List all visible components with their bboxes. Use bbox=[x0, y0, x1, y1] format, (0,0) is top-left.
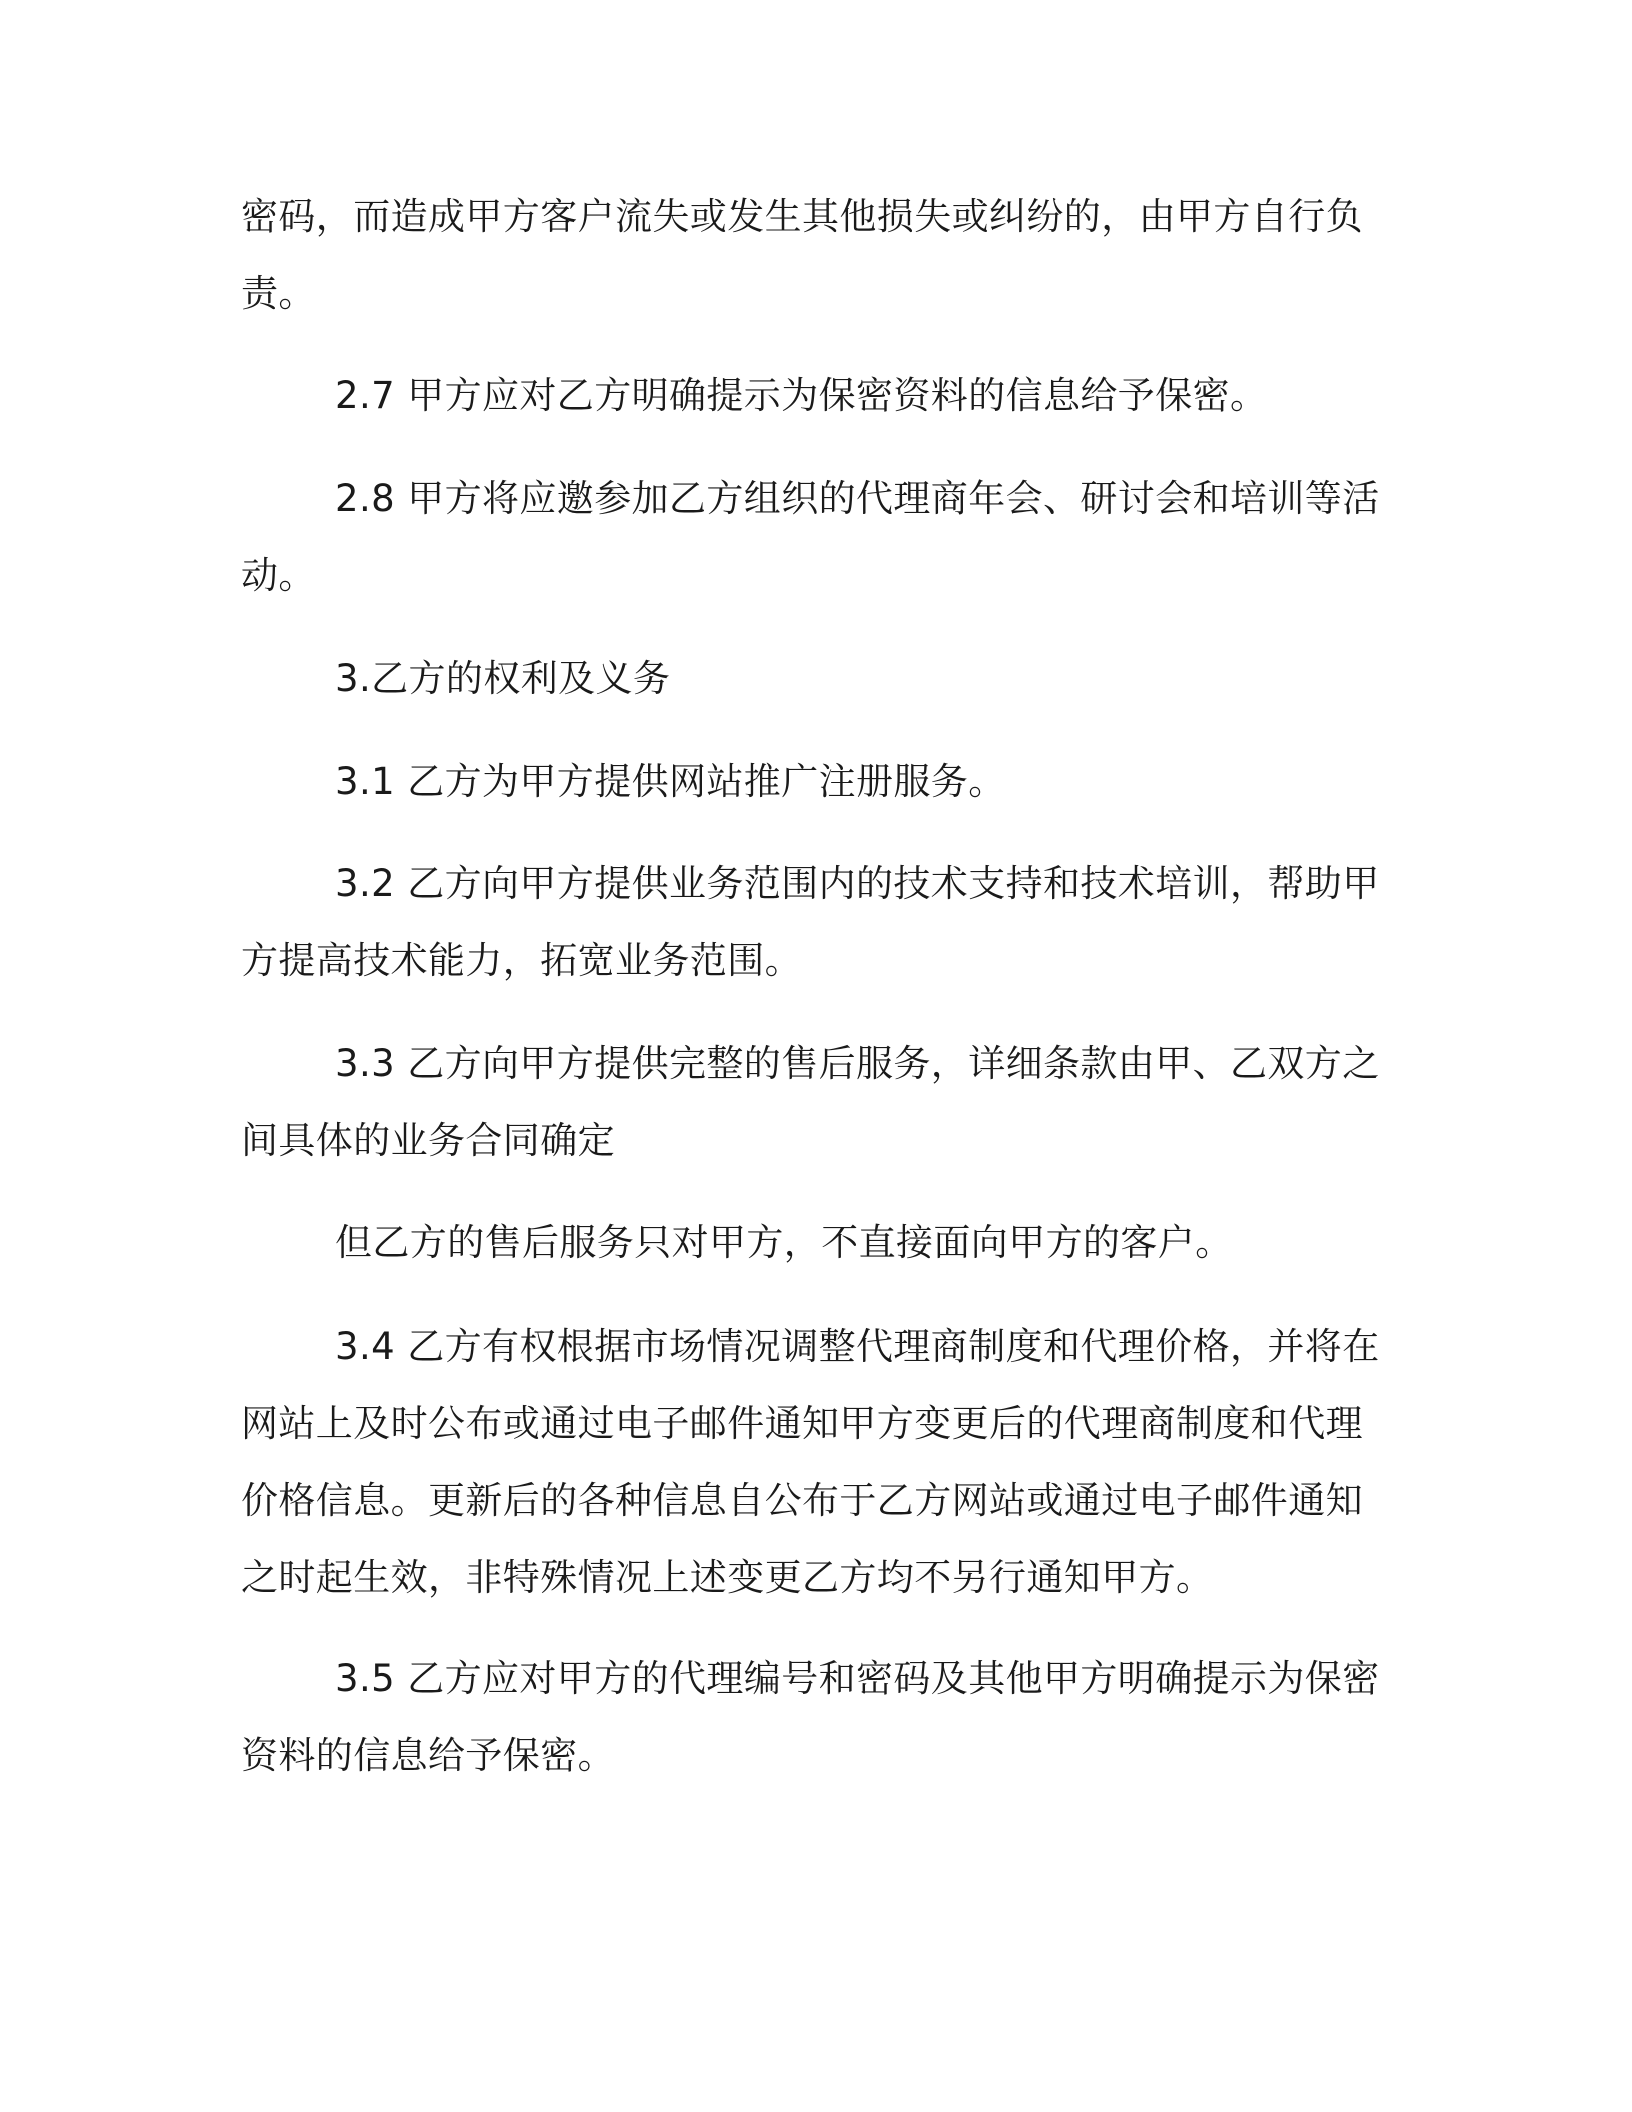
text-line: 3.2 乙方向甲方提供业务范围内的技术支持和技术培训，帮助甲 bbox=[335, 862, 1380, 905]
text-line: 3.1 乙方为甲方提供网站推广注册服务。 bbox=[335, 760, 1006, 803]
text-line: 3.5 乙方应对甲方的代理编号和密码及其他甲方明确提示为保密 bbox=[335, 1657, 1380, 1700]
text-line: 动。 bbox=[241, 554, 316, 597]
text-line: 密码，而造成甲方客户流失或发生其他损失或纠纷的，由甲方自行负 bbox=[241, 195, 1363, 238]
section-heading-3 bbox=[241, 640, 1371, 717]
text-line: 间具体的业务合同确定 bbox=[241, 1119, 615, 1162]
text-line: 但乙方的售后服务只对甲方，不直接面向甲方的客户。 bbox=[335, 1221, 1233, 1264]
paragraph-3-2 bbox=[241, 845, 1380, 999]
paragraph-3-1 bbox=[241, 743, 1371, 820]
text-line: 价格信息。更新后的各种信息自公布于乙方网站或通过电子邮件通知 bbox=[241, 1479, 1363, 1522]
text-line: 责。 bbox=[241, 272, 316, 315]
paragraph-2-6-continued bbox=[241, 178, 1371, 332]
text-line: 网站上及时公布或通过电子邮件通知甲方变更后的代理商制度和代理 bbox=[241, 1402, 1363, 1445]
text-line: 2.8 甲方将应邀参加乙方组织的代理商年会、研讨会和培训等活 bbox=[335, 477, 1380, 520]
text-line: 2.7 甲方应对乙方明确提示为保密资料的信息给予保密。 bbox=[335, 374, 1268, 417]
paragraph-3-5 bbox=[241, 1640, 1380, 1794]
text-line: 3.3 乙方向甲方提供完整的售后服务，详细条款由甲、乙双方之 bbox=[335, 1042, 1380, 1085]
text-line: 3.4 乙方有权根据市场情况调整代理商制度和代理价格，并将在 bbox=[335, 1325, 1380, 1368]
text-line: 3.乙方的权利及义务 bbox=[335, 657, 671, 700]
paragraph-2-8 bbox=[241, 460, 1380, 614]
text-line: 之时起生效，非特殊情况上述变更乙方均不另行通知甲方。 bbox=[241, 1556, 1214, 1599]
paragraph-3-4 bbox=[241, 1308, 1380, 1616]
paragraph-3-3 bbox=[241, 1025, 1380, 1179]
paragraph-2-7 bbox=[241, 357, 1371, 434]
text-line: 资料的信息给予保密。 bbox=[241, 1734, 615, 1777]
paragraph-3-3-note bbox=[241, 1204, 1371, 1281]
text-line: 方提高技术能力，拓宽业务范围。 bbox=[241, 939, 802, 982]
